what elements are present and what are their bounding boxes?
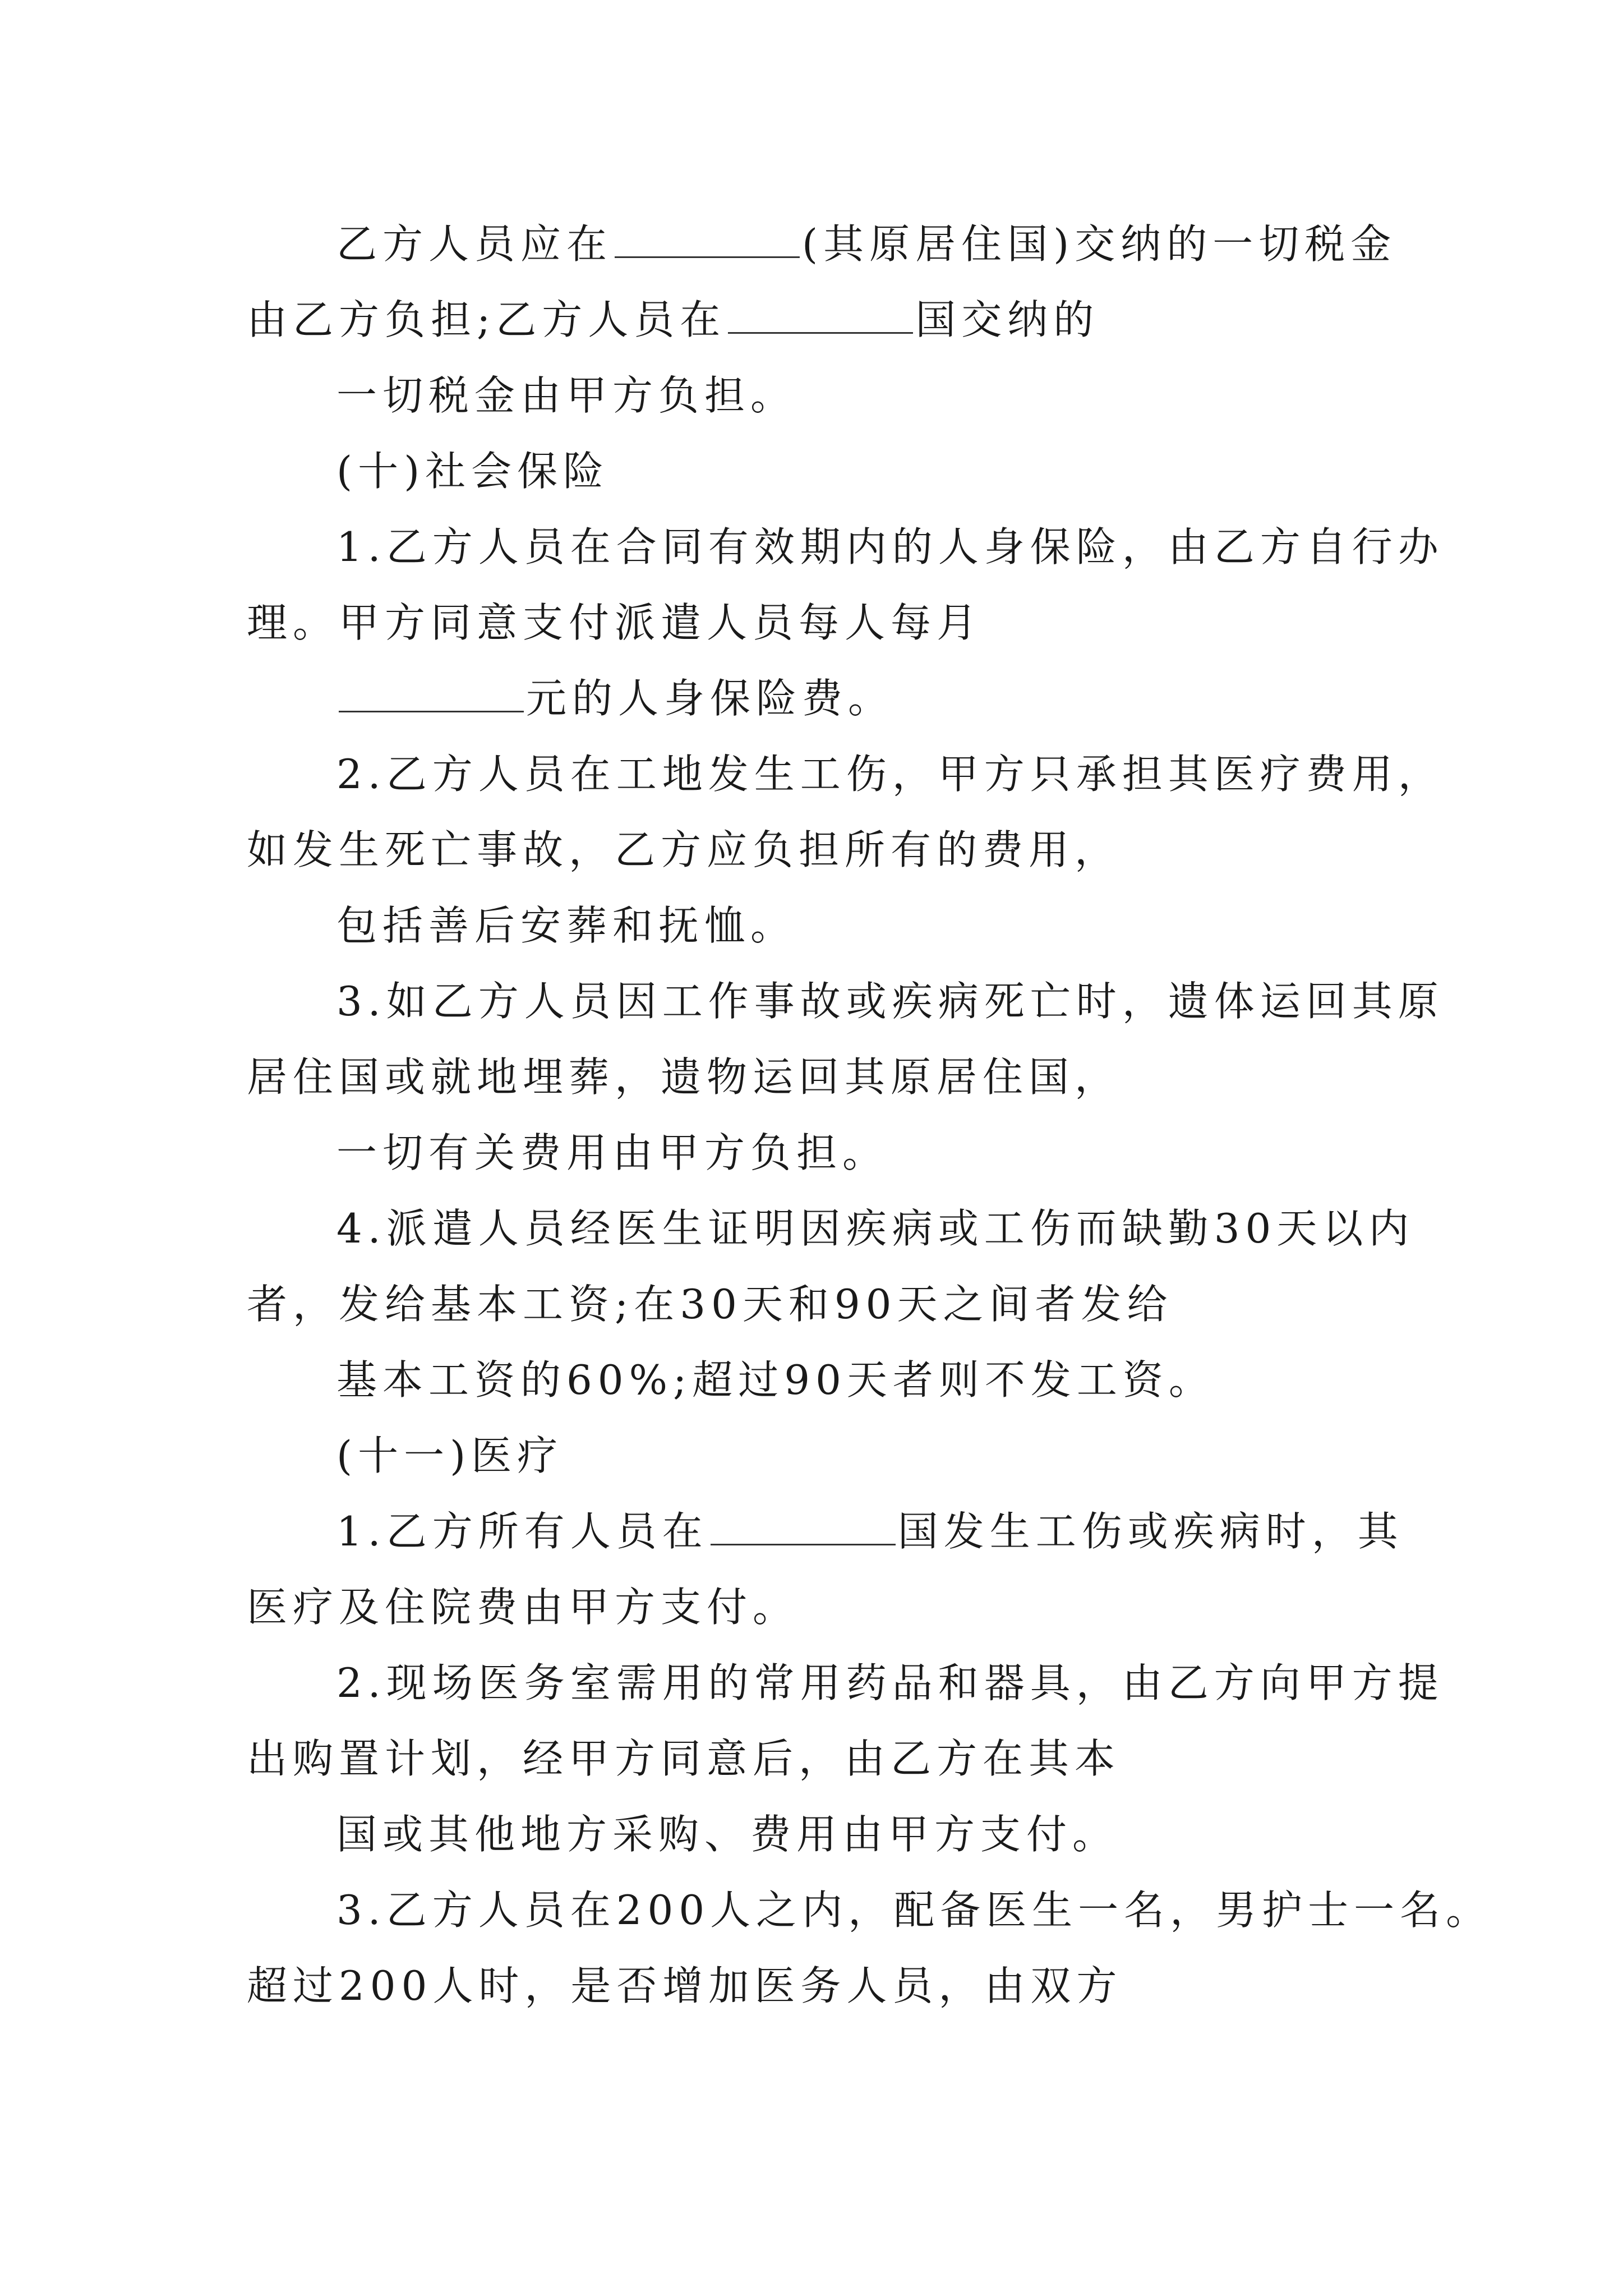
text-segment: 国交纳的 (915, 296, 1100, 343)
fill-in-blank (711, 1509, 896, 1545)
text-line (247, 1961, 1122, 2011)
text-segment: (十)社会保险 (336, 448, 610, 495)
fill-in-blank (728, 297, 913, 334)
text-line (336, 1885, 1492, 1935)
text-segment: 一切税金由甲方负担。 (336, 372, 797, 419)
text-segment: 3.如乙方人员因工作事故或疾病死亡时，遗体运回其原 (336, 978, 1444, 1025)
text-segment: 出购置计划，经甲方同意后，由乙方在其本 (247, 1735, 1121, 1782)
text-segment: 1.乙方人员在合同有效期内的人身保险，由乙方自行办 (336, 523, 1444, 570)
text-segment: 2.乙方人员在工地发生工伤，甲方只承担其医疗费用， (336, 751, 1444, 798)
text-segment: 者，发给基本工资;在30天和90天之间者发给 (247, 1281, 1173, 1328)
text-line (336, 749, 1444, 799)
text-line (247, 1052, 1121, 1102)
section-heading (336, 446, 609, 496)
text-line (336, 673, 894, 724)
text-segment: 乙方人员应在 (336, 220, 613, 268)
text-segment: 医疗及住院费由甲方支付。 (247, 1584, 799, 1631)
text-line (336, 1355, 1215, 1405)
text-line (336, 1506, 1404, 1557)
text-line (336, 900, 796, 951)
text-segment: 理。甲方同意支付派遣人员每人每月 (247, 599, 983, 646)
text-segment: 超过200人时，是否增加医务人员，由双方 (247, 1962, 1123, 2009)
text-segment: (十一)医疗 (336, 1432, 564, 1479)
text-line (336, 219, 1396, 269)
text-segment: 3.乙方人员在200人之内，配备医生一名，男护士一名。 (336, 1887, 1492, 1934)
text-segment: 居住国或就地埋葬，遗物运回其原居住国， (247, 1053, 1121, 1101)
text-segment: 元的人身保险费。 (526, 675, 895, 722)
text-line (336, 370, 796, 421)
text-line (247, 1279, 1173, 1329)
text-line (336, 1658, 1444, 1708)
text-line (247, 1733, 1121, 1784)
text-line (336, 1809, 1118, 1860)
text-line (336, 522, 1444, 572)
text-line (247, 295, 1099, 345)
text-segment: 国发生工伤或疾病时，其 (897, 1508, 1404, 1555)
text-segment: (其原居住国)交纳的一切税金 (802, 220, 1397, 268)
fill-in-blank (339, 676, 524, 712)
text-line (336, 976, 1444, 1027)
text-segment: 2.现场医务室需用的常用药品和器具，由乙方向甲方提 (336, 1659, 1444, 1706)
text-line (247, 1582, 799, 1632)
text-line (247, 597, 983, 648)
text-line (336, 1128, 888, 1178)
text-segment: 由乙方负担;乙方人员在 (247, 296, 726, 343)
text-line (336, 1203, 1414, 1254)
section-heading (336, 1430, 563, 1481)
text-segment: 1.乙方所有人员在 (336, 1508, 708, 1555)
text-segment: 基本工资的60%;超过90天者则不发工资。 (336, 1356, 1215, 1404)
text-segment: 4.派遣人员经医生证明因疾病或工伤而缺勤30天以内 (336, 1205, 1415, 1252)
text-segment: 国或其他地方采购、费用由甲方支付。 (336, 1811, 1119, 1858)
fill-in-blank (615, 222, 800, 258)
text-line (247, 825, 1121, 875)
text-segment: 包括善后安葬和抚恤。 (336, 902, 797, 949)
text-segment: 一切有关费用由甲方负担。 (336, 1129, 889, 1176)
text-segment: 如发生死亡事故，乙方应负担所有的费用， (247, 826, 1121, 873)
